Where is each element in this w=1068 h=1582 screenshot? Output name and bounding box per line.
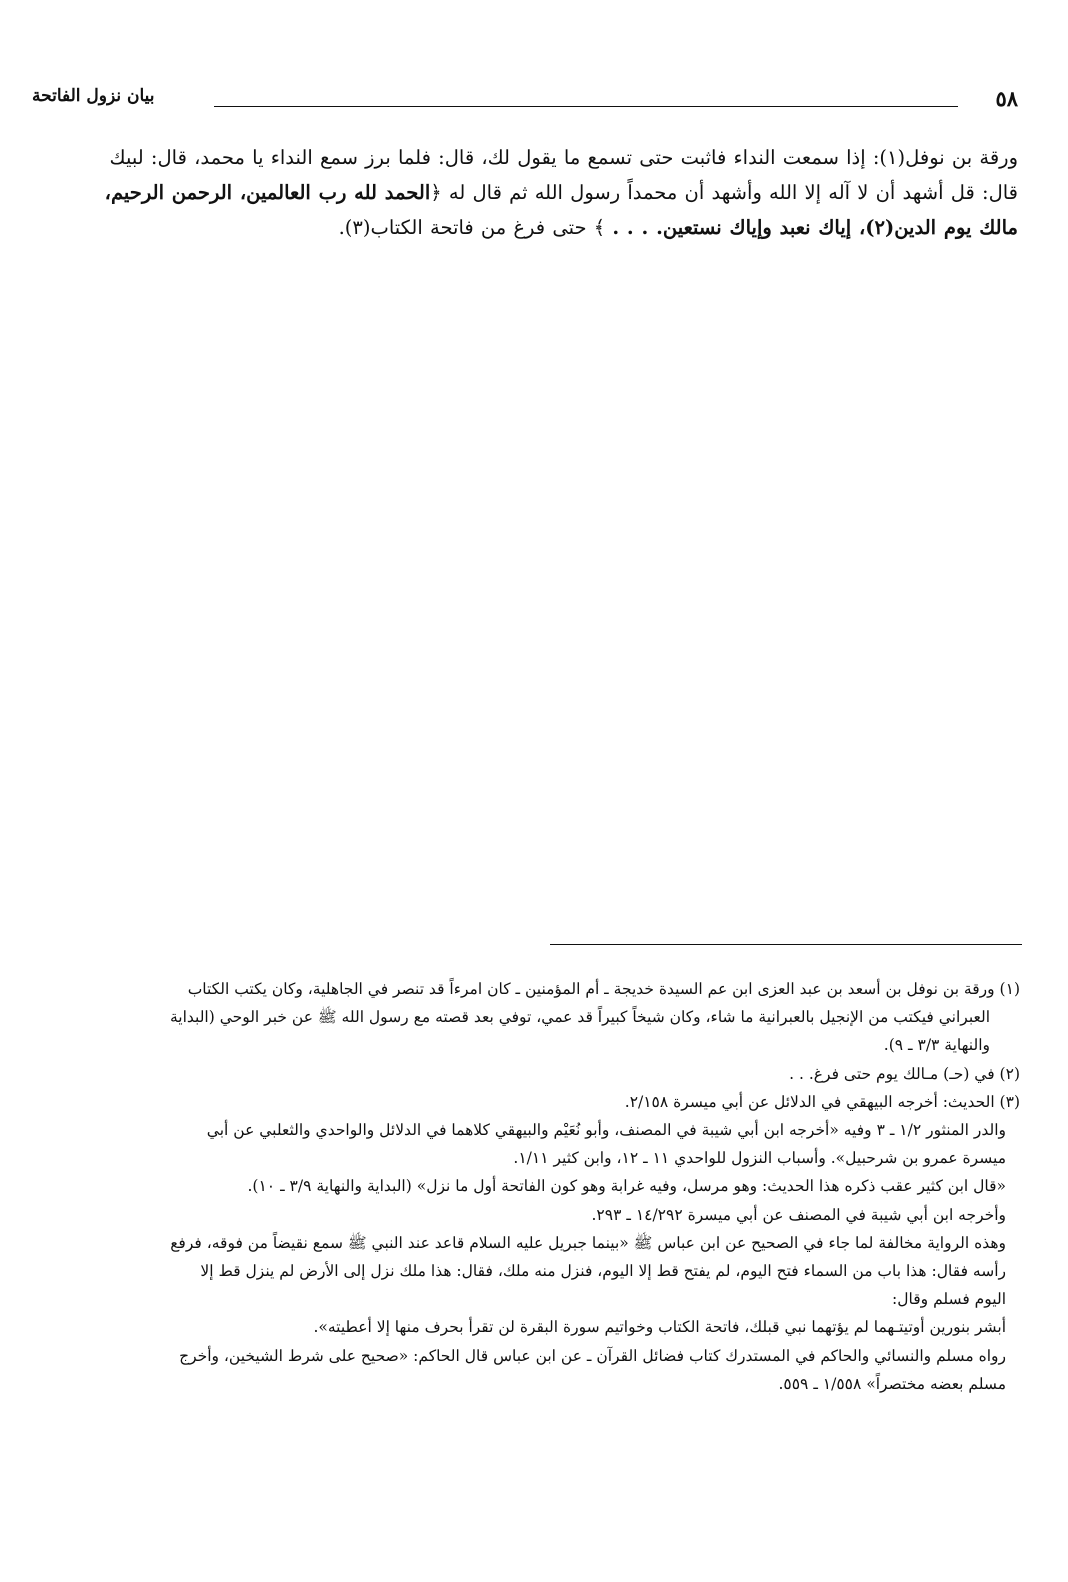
- footnote-line: والنهاية ٣/٣ ـ ٩).: [883, 1036, 990, 1055]
- footnote-line: رأسه فقال: هذا باب من السماء فتح اليوم، لم يفتح قط إلا اليوم، فنزل منه ملك، فقال: هذا ملك نزل إلى الأرض لم ينزل قط إلا: [200, 1262, 1006, 1281]
- page-header: [32, 86, 1018, 116]
- quran-verse-bold: مالك يوم الدين(٢)، إياك نعبد وإياك نستعين. . . .: [612, 216, 1018, 239]
- footnote-line: العبراني فيكتب من الإنجيل بالعبرانية ما شاء، وكان شيخاً كبيراً قد عمي، توفي بعد قصته مع رسول الله ﷺ عن خبر الوحي (البداية: [169, 1008, 990, 1027]
- footnote-line: مسلم بعضه مختصراً» ١/٥٥٨ ـ ٥٥٩.: [778, 1374, 1006, 1393]
- footnote-line: وأخرجه ابن أبي شيبة في المصنف عن أبي ميسرة ١٤/٢٩٢ ـ ٢٩٣.: [591, 1205, 1006, 1224]
- footnote-line: «قال ابن كثير عقب ذكره هذا الحديث: وهو مرسل، وفيه غرابة وهو كون الفاتحة أول ما نزل» (البداية والنهاية ٣/٩ ـ ١٠).: [247, 1177, 1006, 1196]
- footnote-line: ميسرة عمرو بن شرحبيل». وأسباب النزول للواحدي ١١ ـ ١٢، وابن كثير ١/١١.: [513, 1149, 1006, 1168]
- header-rule: [214, 106, 958, 107]
- footnote-line: (١) ورقة بن نوفل بن أسعد بن عبد العزى ابن عم السيدة خديجة ـ أم المؤمنين ـ كان امرءاً قد تنصر في الجاهلية، وكان يكتب الكتاب: [187, 980, 1020, 998]
- main-line: [44, 210, 1018, 245]
- footnote-separator: [550, 944, 1022, 945]
- main-line-plain: قال: قل أشهد أن لا آله إلا الله وأشهد أن محمداً رسول الله ثم قال له ﴿: [430, 181, 1018, 204]
- footnote-line: أبشر بنورين أوتيتـهما لم يؤتهما نبي قبلك، فاتحة الكتاب وخواتيم سورة البقرة لن تقرأ بحرف منها إلا أعطيته».: [313, 1318, 1006, 1337]
- main-line: ورقة بن نوفل(١): إذا سمعت النداء فاثبت حتى تسمع ما يقول لك، قال: فلما برز سمع النداء يا محمد، قال: لبيك: [109, 146, 1018, 169]
- footnotes: [42, 975, 1020, 1398]
- footnote-line: وهذه الرواية مخالفة لما جاء في الصحيح عن ابن عباس ﷺ «بينما جبريل عليه السلام قاعد عند النبي ﷺ سمع نقيضاً من فوقه، فرفع: [170, 1233, 1006, 1252]
- quran-verse-bold: الحمد لله رب العالمين، الرحمن الرحيم،: [104, 181, 431, 204]
- footnote-line: (٣) الحديث: أخرجه البيهقي في الدلائل عن أبي ميسرة ٢/١٥٨.: [624, 1092, 1020, 1111]
- footnote-line: رواه مسلم والنسائي والحاكم في المستدرك كتاب فضائل القرآن ـ عن ابن عباس قال الحاكم: «صحيح على شرط الشيخين، وأخرج: [179, 1346, 1006, 1365]
- running-title: بيان نزول الفاتحة: [32, 86, 155, 106]
- main-line: [44, 175, 1018, 210]
- main-line-plain: ﴾ حتى فرغ من فاتحة الكتاب(٣).: [338, 216, 606, 239]
- footnote-line: اليوم فسلم وقال:: [892, 1290, 1006, 1309]
- page-number: ٥٨: [995, 86, 1018, 111]
- main-text: [44, 140, 1018, 245]
- footnote-line: والدر المنثور ١/٢ ـ ٣ وفيه «أخرجه ابن أبي شيبة في المصنف، وأبو نُعَيْم والبيهقي كلاهما في الدلائل والواحدي والثعلبي عن أبي: [206, 1121, 1006, 1140]
- footnote-line: (٢) في (حـ) مـالك يوم حتى فرغ. . .: [789, 1064, 1020, 1083]
